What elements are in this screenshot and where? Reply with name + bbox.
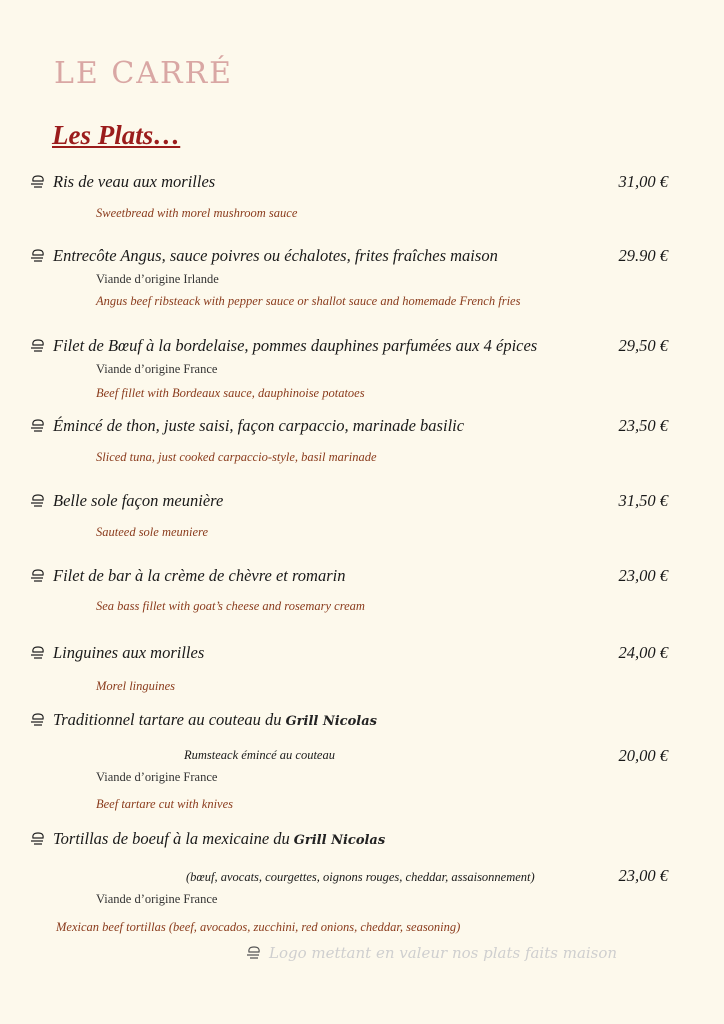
dish-origin: Viande d’origine France [96,362,218,376]
footer-note-text: Logo mettant en valeur nos plats faits maison [269,944,618,962]
chef-hat-icon [30,832,47,846]
grill-nicolas-brand: Grill Nicolas [293,833,386,848]
dish-name: Tortillas de boeuf à la mexicaine du [53,829,290,848]
dish-origin: Viande d’origine Irlande [96,272,219,286]
dish-translation: Sea bass fillet with goat’s cheese and rosemary cream [96,599,365,613]
chef-hat-icon [30,249,47,263]
chef-hat-icon [30,713,47,727]
section-title: Les Plats… [52,120,181,150]
dish-translation: Mexican beef tortillas (beef, avocados, zucchini, red onions, cheddar, seasoning) [56,920,461,934]
dish-translation: Sliced tuna, just cooked carpaccio-style, basil marinade [96,450,377,464]
dish-translation: Sauteed sole meuniere [96,525,208,539]
grill-nicolas-brand: Grill Nicolas [285,714,377,729]
dish-name: Belle sole façon meunière [53,491,224,510]
dish-item [30,491,668,511]
dish-detail: Rumsteack émincé au couteau [184,748,335,762]
dish-name: Filet de Bœuf à la bordelaise, pommes dauphines parfumées aux 4 épices [53,336,538,355]
dish-name: Traditionnel tartare au couteau du [53,710,282,729]
dish-name: Entrecôte Angus, sauce poivres ou échalotes, frites fraîches maison [53,246,498,265]
chef-hat-icon [30,339,47,353]
dish-item [30,566,668,586]
dish-price: 24,00 € [618,643,668,662]
dish-name: Ris de veau aux morilles [53,172,216,191]
dish-item [30,246,668,266]
dish-price: 31,50 € [618,491,668,510]
dish-translation: Morel linguines [96,679,176,693]
dish-item [30,643,668,663]
dish-origin: Viande d’origine France [96,770,218,784]
dish-item [30,336,668,356]
chef-hat-icon [30,175,47,189]
homemade-logo-note [246,944,617,962]
dish-item [30,416,668,436]
dish-translation: Sweetbread with morel mushroom sauce [96,206,298,220]
dish-translation: Beef fillet with Bordeaux sauce, dauphinoise potatoes [96,386,365,400]
dish-price: 23,00 € [618,566,668,585]
dish-origin: Viande d’origine France [96,892,218,906]
chef-hat-icon [30,569,47,583]
restaurant-logo: LE CARRÉ [54,56,234,91]
chef-hat-icon [30,419,47,433]
dish-price: 29.90 € [618,246,668,265]
dish-name: Linguines aux morilles [53,643,205,662]
dish-price: 23,50 € [618,416,668,435]
dish-price: 29,50 € [618,336,668,355]
dish-translation: Angus beef ribsteack with pepper sauce or shallot sauce and homemade French fries [96,294,521,308]
chef-hat-icon [246,946,263,960]
dish-price: 31,00 € [618,172,668,191]
dish-name: Filet de bar à la crème de chèvre et romarin [53,566,346,585]
chef-hat-icon [30,646,47,660]
dish-translation: Beef tartare cut with knives [96,797,233,811]
dish-detail: (bœuf, avocats, courgettes, oignons rouges, cheddar, assaisonnement) [186,870,535,884]
chef-hat-icon [30,494,47,508]
dish-item [30,710,668,730]
dish-price: 20,00 € [618,746,668,765]
dish-item [30,172,668,192]
dish-price: 23,00 € [618,866,668,885]
dish-name: Émincé de thon, juste saisi, façon carpaccio, marinade basilic [53,416,465,435]
dish-item [30,829,668,849]
